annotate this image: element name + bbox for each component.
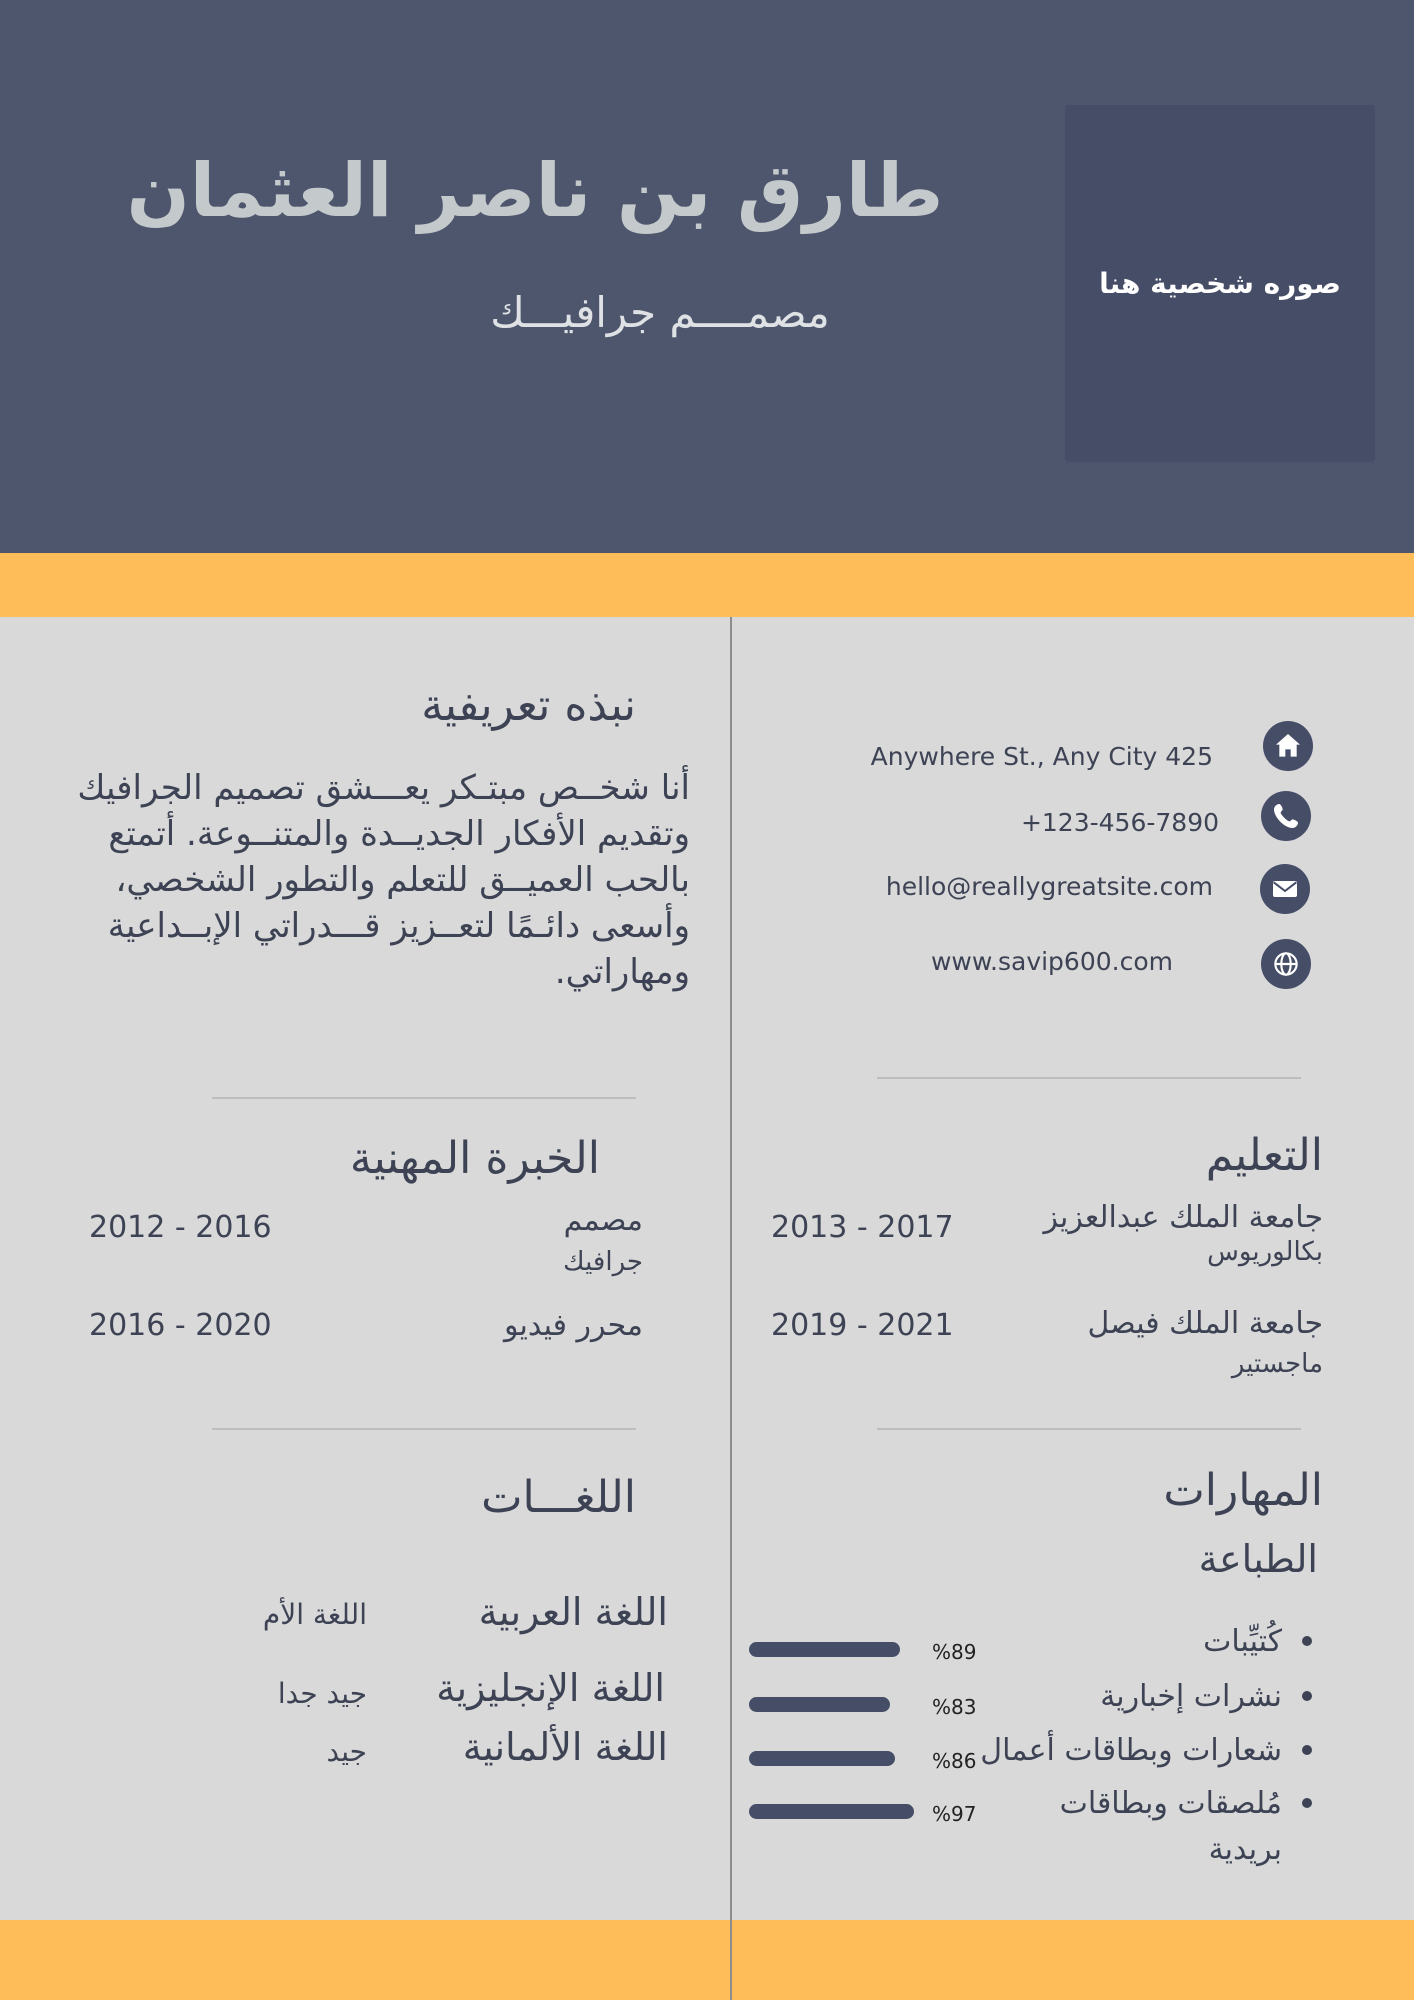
about-line: بالحب العميــق للتعلم والتطور الشخصي،	[115, 860, 690, 900]
languages-title: اللغـــات	[481, 1472, 636, 1523]
skill-label-line2: بريدية	[1208, 1832, 1282, 1867]
contact-phone: +123-456-7890	[1020, 808, 1219, 837]
divider-contact	[877, 1077, 1301, 1079]
skill-bar	[749, 1697, 890, 1712]
about-line: وأسعى دائـمًا لتعــزيز قـــدراتي الإبــداعية	[107, 906, 690, 946]
skill-label: شعارات وبطاقات أعمال	[980, 1733, 1282, 1768]
mail-icon	[1260, 864, 1310, 914]
skill-percent: %86	[932, 1749, 977, 1773]
accent-band-bottom	[0, 1920, 1414, 2000]
experience-role-sub-1: جرافيك	[563, 1247, 643, 1277]
language-level-1: اللغة الأم	[262, 1598, 367, 1631]
bullet-dot	[1302, 1745, 1312, 1755]
about-title: نبذه تعريفية	[421, 680, 636, 731]
contact-website[interactable]: www.savip600.com	[930, 947, 1173, 976]
education-years-2: 2019 - 2021	[771, 1308, 954, 1343]
contact-address: Anywhere St., Any City 425	[870, 742, 1213, 771]
language-name-2: اللغة الإنجليزية	[436, 1666, 665, 1710]
bullet-dot	[1302, 1798, 1312, 1808]
bullet-dot	[1302, 1691, 1312, 1701]
education-degree-1: بكالوريوس	[1207, 1237, 1323, 1267]
candidate-name: طارق بن ناصر العثمان	[126, 148, 944, 234]
home-icon	[1263, 721, 1313, 771]
experience-years-2: 2016 - 2020	[89, 1308, 272, 1343]
about-line: وتقديم الأفكار الجديــدة والمتنــوعة. أتمتع	[108, 814, 690, 854]
divider-experience	[212, 1428, 636, 1430]
experience-title: الخبرة المهنية	[349, 1133, 600, 1184]
about-line: ومهاراتي.	[554, 952, 690, 992]
education-years-1: 2013 - 2017	[771, 1210, 954, 1245]
language-name-1: اللغة العربية	[478, 1590, 668, 1634]
education-school-2: جامعة الملك فيصل	[1087, 1306, 1323, 1341]
bullet-dot	[1302, 1636, 1312, 1646]
divider-education	[877, 1428, 1301, 1430]
contact-email[interactable]: hello@reallygreatsite.com	[885, 872, 1213, 901]
education-school-1: جامعة الملك عبدالعزيز	[1043, 1200, 1323, 1235]
language-level-2: جيد جدا	[277, 1677, 367, 1710]
phone-icon	[1261, 791, 1311, 841]
about-line: أنا شخــص مبتـكر يعـــشق تصميم الجرافيك	[77, 768, 690, 808]
experience-role-1: مصمم	[563, 1203, 643, 1238]
language-name-3: اللغة الألمانية	[462, 1725, 668, 1769]
education-title: التعليم	[1205, 1130, 1323, 1181]
globe-icon	[1261, 939, 1311, 989]
skill-label: كُتيِّبات	[1203, 1624, 1282, 1659]
skill-label: مُلصقات وبطاقات	[1059, 1786, 1282, 1821]
education-degree-2: ماجستير	[1231, 1349, 1323, 1379]
skill-percent: %89	[932, 1640, 977, 1664]
skill-percent: %83	[932, 1695, 977, 1719]
skill-bar	[749, 1751, 895, 1766]
about-text	[50, 765, 690, 995]
profile-photo-placeholder[interactable]	[1065, 105, 1375, 462]
column-divider	[730, 617, 732, 2000]
skill-label: نشرات إخبارية	[1100, 1679, 1282, 1714]
skill-percent: %97	[932, 1802, 977, 1826]
skill-bar	[749, 1642, 900, 1657]
experience-role-2: محرر فيديو	[504, 1308, 643, 1343]
skills-subtitle: الطباعة	[1198, 1537, 1318, 1581]
skill-bar	[749, 1804, 914, 1819]
skills-title: المهارات	[1163, 1465, 1323, 1516]
experience-years-1: 2012 - 2016	[89, 1210, 272, 1245]
photo-placeholder-label: صوره شخصية هنا	[1099, 267, 1341, 300]
job-title: مصمــــم جرافيـــك	[490, 288, 830, 337]
language-level-3: جيد	[326, 1735, 367, 1768]
divider-about	[212, 1097, 636, 1099]
accent-band-top	[0, 553, 1414, 617]
